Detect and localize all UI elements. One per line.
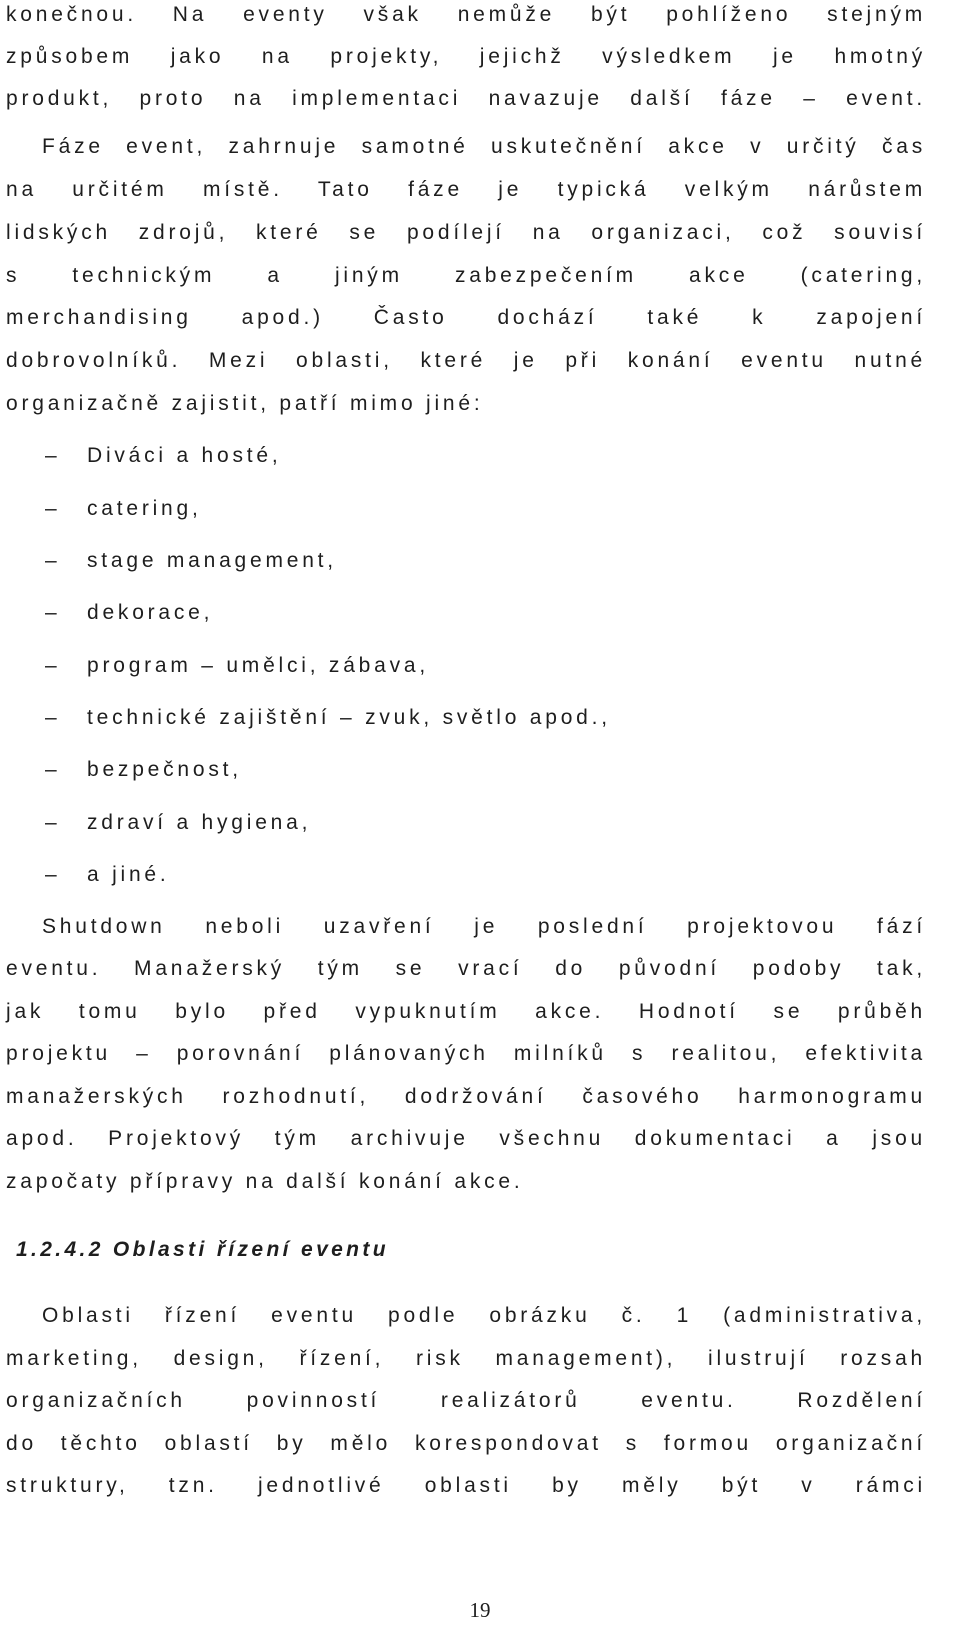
dash-bullet: – [45,706,57,729]
text-line: do těchto oblastí by mělo korespondovat s formou organizační [6,1432,926,1455]
list-item-text: zdraví a hygiena, [87,811,312,834]
list-item [45,441,925,471]
text-line: merchandising apod.) Často dochází také k zapojení [6,306,926,329]
dash-bullet: – [45,549,57,572]
list-item-text: stage management, [87,549,337,572]
text-line: eventu. Manažerský tým se vrací do původní podoby tak, [6,957,926,980]
dash-bullet: – [45,497,57,520]
text-line: konečnou. Na eventy však nemůže být pohlíženo stejným [6,3,926,26]
text-line: jak tomu bylo před vypuknutím akce. Hodnotí se průběh [6,1000,926,1023]
section-heading: 1.2.4.2 Oblasti řízení eventu [16,1238,389,1261]
list-item-text: program – umělci, zábava, [87,654,429,677]
text-line: Oblasti řízení eventu podle obrázku č. 1 (administrativa, [42,1304,926,1327]
list-item-text: technické zajištění – zvuk, světlo apod., [87,706,611,729]
text-line: organizačních povinností realizátorů eventu. Rozdělení [6,1389,926,1412]
text-line: dobrovolníků. Mezi oblasti, které je při konání eventu nutné [6,349,926,372]
text-line: s technickým a jiným zabezpečením akce (catering, [6,264,926,287]
list-item-text: a jiné. [87,863,170,886]
page-number: 19 [469,1598,491,1622]
list-item [45,703,925,733]
dash-bullet: – [45,811,57,834]
list-item-text: bezpečnost, [87,758,242,781]
list-item [45,651,925,681]
list-item [45,755,925,785]
list-item-text: dekorace, [87,601,214,624]
list-item [45,808,925,838]
list-item [45,494,925,524]
list-item [45,546,925,576]
dash-bullet: – [45,654,57,677]
text-line: manažerských rozhodnutí, dodržování časového harmonogramu [6,1085,926,1108]
list-item-text: Diváci a hosté, [87,444,282,467]
text-line: Shutdown neboli uzavření je poslední projektovou fází [42,915,926,938]
text-line: započaty přípravy na další konání akce. [6,1170,524,1193]
list-item [45,598,925,628]
list-item-text: catering, [87,497,202,520]
text-line: na určitém místě. Tato fáze je typická velkým nárůstem [6,178,926,201]
dash-bullet: – [45,601,57,624]
text-line: lidských zdrojů, které se podílejí na organizaci, což souvisí [6,221,926,244]
text-line: organizačně zajistit, patří mimo jiné: [6,392,484,415]
dash-bullet: – [45,863,57,886]
text-line: produkt, proto na implementaci navazuje další fáze – event. [6,87,926,110]
dash-bullet: – [45,758,57,781]
text-line: marketing, design, řízení, risk management), ilustrují rozsah [6,1347,926,1370]
text-line: Fáze event, zahrnuje samotné uskutečnění akce v určitý čas [42,135,926,158]
dash-bullet: – [45,444,57,467]
text-line: způsobem jako na projekty, jejichž výsledkem je hmotný [6,45,926,68]
text-line: apod. Projektový tým archivuje všechnu dokumentaci a jsou [6,1127,926,1150]
list-item [45,860,925,890]
text-line: struktury, tzn. jednotlivé oblasti by měly být v rámci [6,1474,926,1497]
text-line: projektu – porovnání plánovaných milníků s realitou, efektivita [6,1042,926,1065]
